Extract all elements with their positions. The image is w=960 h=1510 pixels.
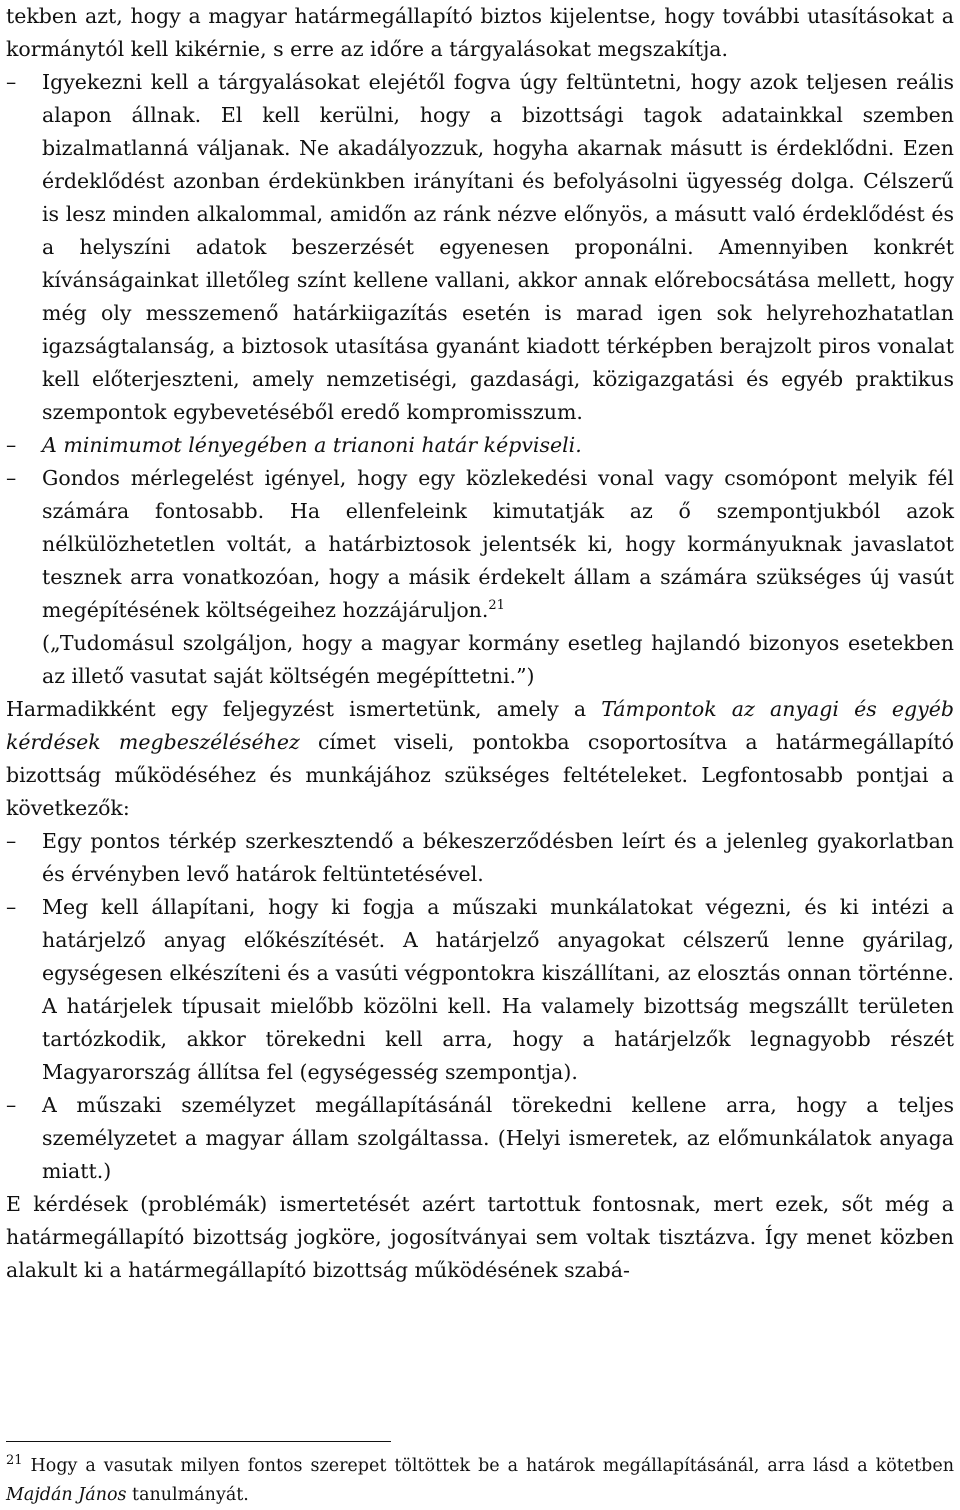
paragraph-text: címet viseli, pontokba csoportosítva a határmegállapító bizottság működéséhez és munkájához szükséges feltételeket. Legfontosabb pontjai a következők: [6, 730, 954, 820]
footnote-author: Majdán János [6, 1485, 127, 1505]
document-title: Támpontok az anyagi és egyéb kérdések megbeszéléséhez [6, 697, 954, 754]
footnote-reference[interactable]: 21 [488, 598, 505, 614]
footnote-text: Hogy a vasutak milyen fontos szerepet töltöttek be a határok megállapításánál, arra lásd a kötetben [22, 1456, 954, 1476]
footnote-divider [6, 1441, 391, 1442]
footnote-text: tanulmányát. [126, 1485, 249, 1505]
footnote-number: 21 [6, 1453, 23, 1469]
paragraph [6, 693, 954, 825]
italic-text: A minimumot lényegében a trianoni határ képviseli. [42, 433, 582, 457]
list-item: – Meg kell állapítani, hogy ki fogja a műszaki munkálatokat végezni, és ki intézi a határjelző anyag előkészítését. A határjelző anyagokat célszerű lenne gyárilag, egységesen elkészíteni és a vasúti végpontokra kiszállítani, az elosztás onnan történne. A határjelek típusait mielőbb közölni kell. Ha valamely bizottság megszállt területen tartózkodik, akkor törekedni kell arra, hogy a határjelzők legnagyobb részét Magyarország állítsa fel (egységesség szempontja). [6, 891, 954, 1089]
footnote [6, 1452, 954, 1510]
list-item: – Igyekezni kell a tárgyalásokat elejétől fogva úgy feltüntetni, hogy azok teljesen reális alapon állnak. El kell kerülni, hogy a bizottsági tagok adatainkkal szemben bizalmatlanná váljanak. Ne akadályozzuk, hogyha akarnak másutt is érdeklődni. Ezen érdeklődést azonban érdekünkben irányítani és befolyásolni ügyesség dolga. Célszerű is lesz minden alkalommal, amidőn az ránk nézve előnyös, a másutt való érdeklődést és a helyszíni adatok beszerzését egyenesen proponálni. Amennyiben konkrét kívánságainkat illetőleg színt kellene vallani, akkor annak előrebocsátása mellett, hogy még oly messzemenő határkiigazítás esetén is marad igen sok helyrehozhatatlan igazságtalanság, a biztosok utasítása gyanánt kiadott térképben berajzolt piros vonalat kell előterjeszteni, amely nemzetiségi, gazdasági, közigazgatási és egyéb praktikus szempontok egybevetéséből eredő kompromisszum. [6, 66, 954, 429]
list-item: – A műszaki személyzet megállapításánál törekedni kellene arra, hogy a teljes személyzetet a magyar állam szolgáltassa. (Helyi ismeretek, az előmunkálatok anyaga miatt.) [6, 1089, 954, 1188]
list-item: – Egy pontos térkép szerkesztendő a békeszerződésben leírt és a jelenleg gyakorlatban és érvényben levő határok feltüntetésével. [6, 825, 954, 891]
paragraph: E kérdések (problémák) ismertetését azért tartottuk fontosnak, mert ezek, sőt még a határmegállapító bizottság jogköre, jogosítványai sem voltak tisztázva. Így menet közben alakult ki a határmegállapító bizottság működésének szabá- [6, 1192, 954, 1282]
list-item [6, 462, 954, 627]
list-item-italic [6, 429, 954, 462]
paragraph-text: Gondos mérlegelést igényel, hogy egy közlekedési vonal vagy csomópont melyik fél számára fontosabb. Ha ellenfeleink kimutatják az ő szempontjukból azok nélkülözhetetlen voltát, a határbiztosok jelentsék ki, hogy kormányuknak javaslatot tesznek arra vonatkozóan, hogy a másik érdekelt állam a számára szükséges új vasút megépítésének költségeihez hozzájáruljon. [42, 466, 954, 622]
paragraph-continuation: tekben azt, hogy a magyar határmegállapító biztos kijelentse, hogy további utasításokat a kormánytól kell kikérnie, s erre az időre a tárgyalásokat megszakítja. [6, 4, 954, 61]
quoted-paragraph: („Tudomásul szolgáljon, hogy a magyar kormány esetleg hajlandó bizonyos esetekben az illető vasutat saját költségén megépíttetni.”) [42, 631, 954, 688]
main-text [6, 0, 954, 1287]
paragraph-text: Harmadikként egy feljegyzést ismertetünk, amely a [6, 697, 602, 721]
